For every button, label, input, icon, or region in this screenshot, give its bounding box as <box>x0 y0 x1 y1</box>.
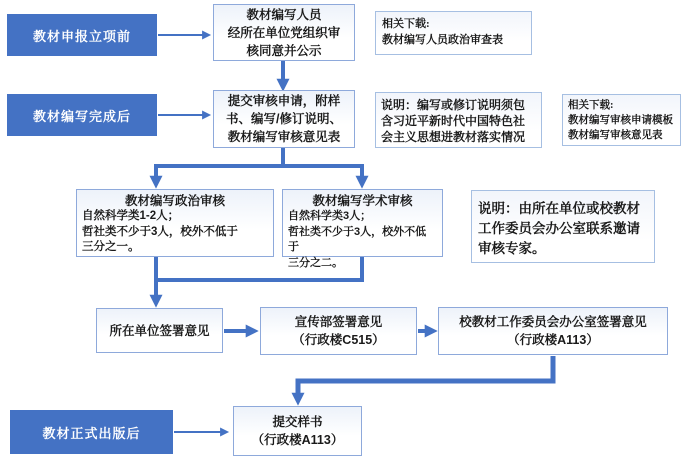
step-text-line: 提交审核申请，附样 <box>227 94 341 108</box>
stage-box-after-writing: 教材编写完成后 <box>7 94 157 136</box>
step-text-line: 教材编写人员 <box>246 7 322 22</box>
step-text-line: （行政楼C515） <box>292 333 385 347</box>
political-review-title: 教材编写政治审核 <box>124 194 225 208</box>
note-box-explain-experts: 说明：由所在单位或校教材工作委员会办公室联系邀请审核专家。 <box>471 190 655 263</box>
step-box-submit-sample <box>233 406 362 456</box>
step-text-line: 教材编写审核意见表 <box>227 130 341 144</box>
step-box-submit-application <box>213 90 355 148</box>
step-box-political-review <box>76 189 274 257</box>
note-box-download-review-forms <box>562 94 681 146</box>
step-box-propaganda-sign <box>260 307 417 355</box>
step-box-academic-review <box>282 189 443 269</box>
note-text-line: 教材编写审核申请模板 <box>568 115 673 126</box>
elbow-committee-to-sample <box>298 356 553 394</box>
step-text-line: 经所在单位党组织审 <box>227 25 341 40</box>
step-text-line: 自然科学类1-2人； <box>82 210 180 222</box>
stage-box-after-publication: 教材正式出版后 <box>10 410 173 454</box>
academic-review-body <box>288 209 437 271</box>
step-text-line: （行政楼A113） <box>251 433 344 447</box>
step-text-line: 校教材工作委员会办公室签署意见 <box>459 315 647 329</box>
step-box-party-review <box>213 4 355 61</box>
note-text-line: 相关下载: <box>568 100 614 111</box>
step-text-line: 哲社类不少于3人，校外不低于 <box>82 225 238 238</box>
split-connector <box>154 148 364 166</box>
step-text-line: 所在单位签署意见 <box>109 323 210 338</box>
note-box-download-political-check <box>375 11 532 55</box>
academic-review-title: 教材编写学术审核 <box>312 194 413 208</box>
step-text-line: 书、编写/修订说明、 <box>226 112 342 126</box>
note-box-explain-revision: 说明：编写或修订说明须包含习近平新时代中国特色社会主义思想进教材落实情况 <box>375 92 542 148</box>
step-text-line: 三分之二。 <box>288 256 343 269</box>
political-review-body <box>82 209 268 256</box>
note-text-line: 教材编写审核意见表 <box>568 130 663 141</box>
step-text-line: 提交样书 <box>272 415 323 429</box>
step-text-line: （行政楼A113） <box>507 333 599 347</box>
stage-box-pre-application: 教材申报立项前 <box>7 14 157 56</box>
note-text-line: 教材编写人员政治审查表 <box>382 34 503 46</box>
step-box-committee-sign <box>438 307 668 355</box>
step-text-line: 自然科学类3人； <box>288 210 372 222</box>
step-text-line: 哲社类不少于3人，校外不低于 <box>288 225 427 253</box>
step-text-line: 核同意并公示 <box>246 43 322 58</box>
note-text-line: 相关下载: <box>382 18 430 30</box>
step-text-line: 宣传部签署意见 <box>294 315 383 329</box>
step-box-unit-sign <box>96 308 223 353</box>
step-text-line: 三分之一。 <box>82 241 140 253</box>
